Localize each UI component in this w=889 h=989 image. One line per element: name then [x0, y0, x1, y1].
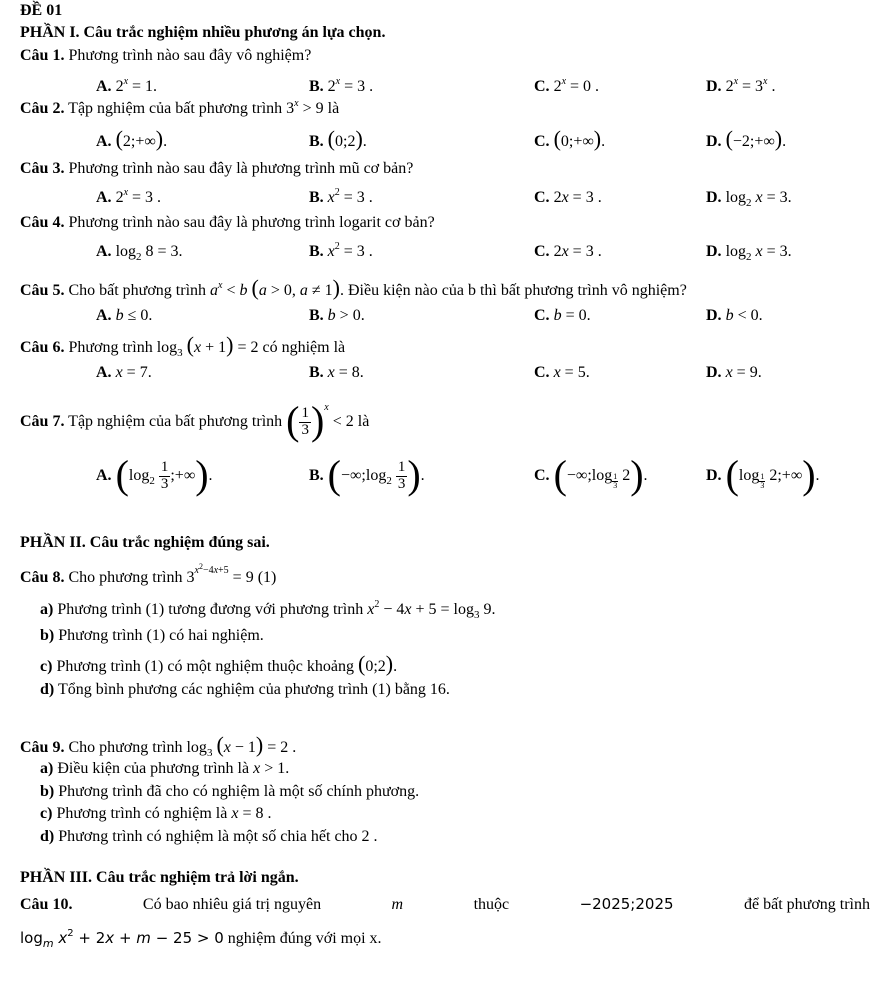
- q1-option-a: A. $2^x = 1$.: [96, 76, 158, 95]
- q2-option-a: A. (2;+∞).: [96, 126, 168, 151]
- q6-option-d: D. x = 9.: [706, 364, 762, 381]
- question-3: Câu 3. Phương trình nào sau đây là phương trình mũ cơ bản?: [20, 160, 414, 177]
- q1-option-c: C. $2^x = 0$ .: [534, 76, 600, 95]
- q3-option-b: B. $x^2 = 3$ .: [309, 187, 373, 206]
- q5-option-a: A. b ≤ 0.: [96, 307, 153, 324]
- q9-statement-d: d) Phương trình có nghiệm là một số chia hết cho 2 .: [40, 828, 378, 845]
- q8-statement-a: a) Phương trình (1) tương đương với phương trình $x^2 - 4x + 5 = \log_3 9$.: [40, 599, 496, 621]
- question-1: Câu 1. Phương trình nào sau đây vô nghiệm?: [20, 47, 312, 64]
- q5-option-b: B. b > 0.: [309, 307, 365, 324]
- q3-option-a: A. $2^x = 3$ .: [96, 187, 162, 206]
- q8-statement-b: b) Phương trình (1) có hai nghiệm.: [40, 627, 264, 644]
- q5-option-c: C. b = 0.: [534, 307, 591, 324]
- q7-option-b: B. ($-\infty;\log_2$ $\frac{1}{3}$ ).: [309, 452, 425, 497]
- part-2-heading: PHẦN II. Câu trắc nghiệm đúng sai.: [20, 534, 270, 551]
- q2-option-d: D. (−2;+∞).: [706, 126, 787, 151]
- q9-statement-b: b) Phương trình đã cho có nghiệm là một số chính phương.: [40, 783, 420, 800]
- question-9: Câu 9. Cho phương trình $\log_3 (x - 1) = 2$ .: [20, 732, 297, 759]
- question-5: Câu 5. Cho bất phương trình $a^x < b$ (a > 0, a ≠ 1). Điều kiện nào của b thì bất phương trình vô nghiệm?: [20, 275, 687, 300]
- q6-option-b: B. x = 8.: [309, 364, 364, 381]
- q4-option-b: B. $x^2 = 3$ .: [309, 241, 373, 260]
- q3-option-c: C. 2x = 3 .: [534, 189, 602, 206]
- q2-option-b: B. (0;2).: [309, 126, 367, 151]
- question-4: Câu 4. Phương trình nào sau đây là phương trình logarit cơ bản?: [20, 214, 435, 231]
- q9-statement-c: c) Phương trình có nghiệm là x = 8 .: [40, 805, 272, 822]
- question-8: Câu 8. Cho phương trình $3^{x^2-4x+5} = 9$ (1): [20, 562, 277, 586]
- q8-statement-d: d) Tổng bình phương các nghiệm của phương trình (1) bằng 16.: [40, 681, 450, 698]
- q7-option-d: D. (log $\frac{1}{3}$ 2;+∞).: [706, 452, 820, 497]
- q4-option-c: C. 2x = 3 .: [534, 243, 602, 260]
- question-6: Câu 6. Phương trình $\log_3 (x + 1) = 2$ có nghiệm là: [20, 332, 346, 359]
- q4-option-a: A. $\log_2 8 = 3$.: [96, 243, 183, 263]
- q2-option-c: C. (0;+∞).: [534, 126, 606, 151]
- question-10-line-2: $\log_m x^2 + 2x + m - 25 > 0$ nghiệm đúng với mọi x.: [20, 928, 382, 950]
- q4-option-d: D. $\log_2 x = 3$.: [706, 243, 792, 263]
- part-3-heading: PHẦN III. Câu trắc nghiệm trả lời ngắn.: [20, 869, 299, 886]
- question-7: Câu 7. Tập nghiệm của bất phương trình ( $\frac{1}{3}$ )$^x$ < 2 là: [20, 398, 370, 443]
- q9-statement-a: a) Điều kiện của phương trình là x > 1.: [40, 760, 290, 777]
- question-2: Câu 2. Tập nghiệm của bất phương trình $3^x > 9$ là: [20, 98, 340, 117]
- q1-option-d: D. $2^x = 3^x$ .: [706, 76, 776, 95]
- q6-option-a: A. x = 7.: [96, 364, 152, 381]
- q3-option-d: D. $\log_2 x = 3$.: [706, 189, 792, 209]
- exam-code: ĐỀ 01: [20, 2, 63, 19]
- part-1-heading: PHẦN I. Câu trắc nghiệm nhiều phương án lựa chọn.: [20, 24, 386, 41]
- q7-option-a: A. ($\log_2$ $\frac{1}{3}$ ;+∞).: [96, 452, 213, 497]
- q6-option-c: C. x = 5.: [534, 364, 590, 381]
- q7-option-c: C. (−∞;log $\frac{1}{3}$ 2).: [534, 452, 648, 497]
- q5-option-d: D. b < 0.: [706, 307, 763, 324]
- q1-option-b: B. $2^x = 3$ .: [309, 76, 374, 95]
- question-10: Câu 10. Có bao nhiêu giá trị nguyên m thuộc −2025;2025 để bất phương trình: [20, 895, 870, 913]
- q8-statement-c: c) Phương trình (1) có một nghiệm thuộc khoảng (0;2).: [40, 651, 398, 676]
